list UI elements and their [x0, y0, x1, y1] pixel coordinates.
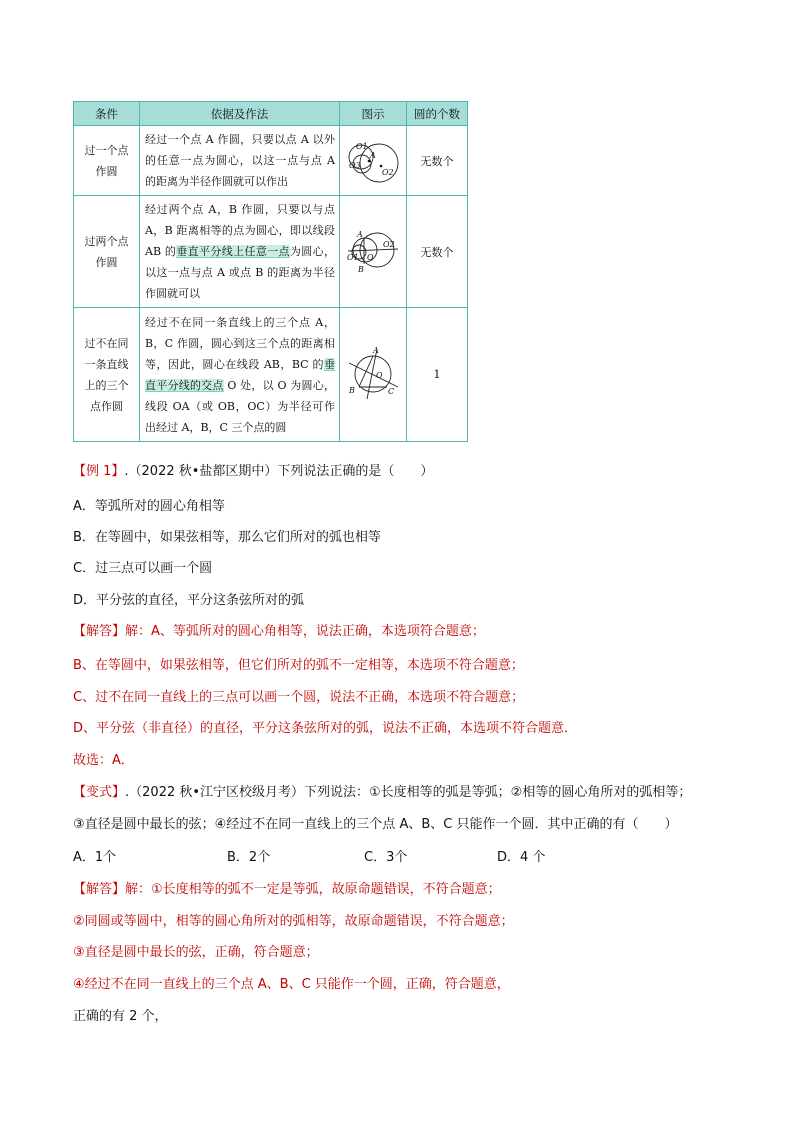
figure-label: A [357, 230, 363, 239]
condition-line: 一条直线 [84, 357, 129, 371]
figure-label: O2 [382, 168, 394, 177]
highlighted-text: 垂直平分线的交点 [145, 357, 335, 392]
example1-answer-line [73, 620, 485, 639]
option-a: A．等弧所对的圆心角相等 [73, 499, 225, 514]
count-cell: 无数个 [407, 126, 468, 196]
highlighted-text: 垂直平分线上任意一点 [176, 245, 290, 258]
figure-label: B [358, 265, 364, 274]
basis-cell [140, 126, 340, 196]
figure-label: O1 [356, 142, 368, 151]
variant-question-line2: ③直径是圆中最长的弦；④经过不在同一直线上的三个点 A、B、C 只能作一个圆．其中正确的有（ ） [73, 817, 678, 832]
figure-label: O2 [383, 240, 395, 249]
variant-conclusion: 正确的有 2 个， [73, 1009, 168, 1024]
header-figure: 图示 [340, 102, 407, 126]
answer-tag: 【解答】 [73, 882, 126, 897]
figure-label: O [367, 253, 374, 262]
basis-text: 为圆心，以这一点与点 A 或点 B 的距离为半径作圆就可以 [145, 245, 336, 300]
basis-text: O 处，以 O 为圆心，线段 OA（或 OB，OC）为半径可作出经过 A，B，C 三个点的圆 [145, 378, 335, 434]
header-basis: 依据及作法 [140, 102, 340, 126]
condition-line: 过不在同 [84, 336, 129, 350]
figure-label: A [370, 151, 376, 160]
count-cell: 无数个 [407, 196, 468, 308]
variant-option-d: D．4 个 [497, 850, 546, 865]
header-condition: 条件 [74, 102, 140, 126]
header-count: 圆的个数 [407, 102, 468, 126]
example1-question [73, 460, 433, 479]
figure-cell [340, 196, 407, 308]
option-c: C．过三点可以画一个圆 [73, 561, 213, 576]
variant-answer-line: ②同圆或等圆中，相等的圆心角所对的弧相等，故原命题错误，不符合题意； [73, 914, 514, 929]
figure-label: A [373, 346, 379, 355]
figure-label: O [376, 371, 383, 380]
variant-question-line1 [73, 781, 691, 800]
table-row [74, 196, 468, 308]
answer-text: 解：A、等弧所对的圆心角相等，说法正确，本选项符合题意； [125, 624, 485, 639]
example1-choice: 故选：A． [73, 753, 134, 768]
condition-cell [74, 196, 140, 308]
basis-text: 经过不在同一条直线上的三个点 A，B，C 作圆，圆心到这三个点的距离相等，因此，圆心在线段 AB，BC 的 [145, 315, 335, 371]
variant-option-a: A．1个 [73, 850, 117, 865]
variant-answer-line [73, 878, 501, 897]
circle-construction-table [73, 101, 468, 442]
basis-cell [140, 308, 340, 442]
variant-text: .（2022 秋•江宁区校级月考）下列说法：①长度相等的弧是等弧；②相等的圆心角所对的弧相等； [125, 785, 692, 800]
example1-answer-line: B、在等圆中，如果弦相等，但它们所对的弧不一定相等，本选项不符合题意； [73, 658, 524, 673]
example1-tag: 【例 1】 [73, 464, 125, 479]
figure-label: O3 [349, 161, 361, 170]
figure-label: O1 [347, 253, 359, 262]
condition-line: 作圆 [95, 164, 118, 178]
one-point-circles-figure [343, 131, 403, 187]
condition-line: 上的三个 [84, 378, 129, 392]
two-point-circles-figure [343, 220, 403, 280]
count-cell: 1 [407, 308, 468, 442]
figure-cell [340, 126, 407, 196]
condition-cell [74, 308, 140, 442]
variant-answer-line: ④经过不在同一直线上的三个点 A、B、C 只能作一个圆，正确，符合题意， [73, 977, 510, 992]
answer-tag: 【解答】 [73, 624, 126, 639]
condition-cell [74, 126, 140, 196]
table-header-row [74, 102, 468, 126]
basis-text: 经过两个点 A，B 作圆，只要以与点 A，B 距离相等的点为圆心，即以线段 AB 的 [145, 203, 335, 258]
variant-option-b: B．2个 [227, 850, 271, 865]
condition-line: 过一个点 [84, 143, 129, 157]
table-row [74, 308, 468, 442]
option-b: B．在等圆中，如果弦相等，那么它们所对的弧也相等 [73, 530, 381, 545]
example1-source: .（2022 秋•盐都区期中）下列说法正确的是（ ） [124, 464, 434, 479]
example1-answer-line: C、过不在同一直线上的三点可以画一个圆，说法不正确，本选项不符合题意； [73, 690, 525, 705]
answer-text: 解：①长度相等的弧不一定是等弧，故原命题错误，不符合题意； [125, 882, 501, 897]
example1-answer-line: D、平分弦（非直径）的直径，平分这条弦所对的弧，说法不正确，本选项不符合题意． [73, 721, 578, 736]
option-d: D．平分弦的直径，平分这条弦所对的弧 [73, 593, 305, 608]
basis-text: 经过一个点 A 作圆，只要以点 A 以外的任意一点为圆心，以这一点与点 A 的距离为半径作圆就可以作出 [145, 133, 335, 188]
variant-answer-line: ③直径是圆中最长的弦，正确，符合题意； [73, 945, 319, 960]
figure-cell [340, 308, 407, 442]
condition-line: 作圆 [95, 255, 118, 269]
variant-option-c: C．3个 [364, 850, 408, 865]
condition-line: 过两个点 [84, 234, 129, 248]
figure-label: C [388, 387, 395, 396]
basis-cell [140, 196, 340, 308]
three-point-circle-figure [343, 341, 403, 405]
variant-tag: 【变式】 [73, 785, 126, 800]
table-row [74, 126, 468, 196]
condition-line: 点作圆 [90, 399, 123, 413]
figure-label: B [349, 386, 355, 395]
